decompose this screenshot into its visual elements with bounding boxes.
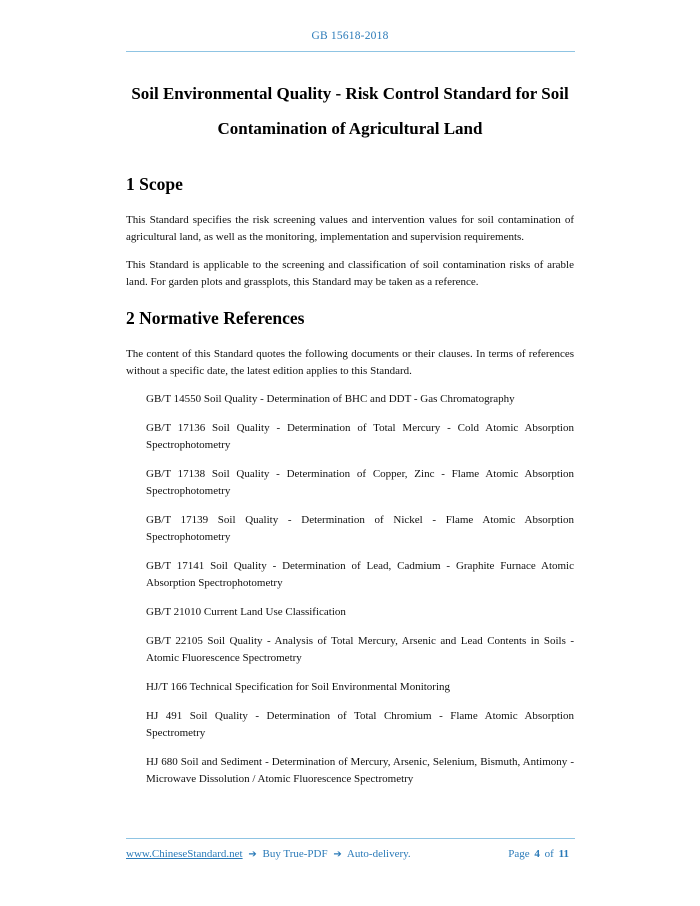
scope-paragraph: This Standard specifies the risk screening values and intervention values for soil contamination of agricultural land, as well as the monitoring, implementation and supervision requirements. [126, 214, 574, 243]
reference-item: HJ 491 Soil Quality - Determination of Total Chromium - Flame Atomic Absorption Spectrometry [146, 710, 574, 739]
reference-item: HJ 680 Soil and Sediment - Determination of Mercury, Arsenic, Selenium, Bismuth, Antimony - Microwave Dissolution / Atomic Fluorescence Spectrometry [146, 756, 574, 785]
reference-item: GB/T 17136 Soil Quality - Determination of Total Mercury - Cold Atomic Absorption Spectrophotometry [146, 422, 574, 451]
section-heading-normative-references: 2 Normative References [126, 308, 305, 328]
document-body [126, 174, 574, 800]
references-list [126, 391, 574, 788]
header-divider [126, 51, 575, 52]
document-title-line-1: Soil Environmental Quality - Risk Control Standard for Soil [131, 84, 569, 103]
footer-promo [126, 848, 411, 860]
header-standard-code: GB 15618-2018 [311, 30, 389, 42]
reference-item: GB/T 21010 Current Land Use Classification [146, 606, 346, 618]
reference-item: GB/T 17138 Soil Quality - Determination of Copper, Zinc - Flame Atomic Absorption Spectrophotometry [146, 468, 574, 497]
arrow-right-icon: ➔ [333, 849, 342, 860]
reference-item: GB/T 17139 Soil Quality - Determination of Nickel - Flame Atomic Absorption Spectrophotometry [146, 514, 574, 543]
reference-item: GB/T 17141 Soil Quality - Determination of Lead, Cadmium - Graphite Furnace Atomic Absorption Spectrophotometry [146, 560, 574, 589]
reference-item: GB/T 22105 Soil Quality - Analysis of Total Mercury, Arsenic and Lead Contents in Soils - Atomic Fluorescence Spectrometry [146, 635, 574, 664]
buy-true-pdf-text: Buy True-PDF [262, 848, 328, 860]
website-link[interactable]: www.ChineseStandard.net [126, 848, 243, 860]
document-title [112, 76, 588, 146]
page-total: 11 [558, 848, 569, 860]
document-title-line-2: Contamination of Agricultural Land [217, 119, 483, 138]
scope-paragraph: This Standard is applicable to the screening and classification of soil contamination risks of arable land. For garden plots and grassplots, this Standard may be taken as a reference. [126, 259, 574, 288]
section-heading-scope: 1 Scope [126, 174, 183, 194]
reference-item: HJ/T 166 Technical Specification for Soil Environmental Monitoring [146, 681, 451, 693]
reference-item: GB/T 14550 Soil Quality - Determination of BHC and DDT - Gas Chromatography [146, 393, 515, 405]
page-of-label: of [544, 848, 554, 860]
page-current: 4 [534, 848, 540, 860]
page-label: Page [508, 848, 530, 860]
page-number [508, 848, 571, 860]
footer-divider [126, 838, 575, 839]
arrow-right-icon: ➔ [248, 849, 257, 860]
auto-delivery-text: Auto-delivery. [346, 848, 411, 860]
references-intro: The content of this Standard quotes the following documents or their clauses. In terms of references without a specific date, the latest edition applies to this Standard. [126, 348, 574, 377]
